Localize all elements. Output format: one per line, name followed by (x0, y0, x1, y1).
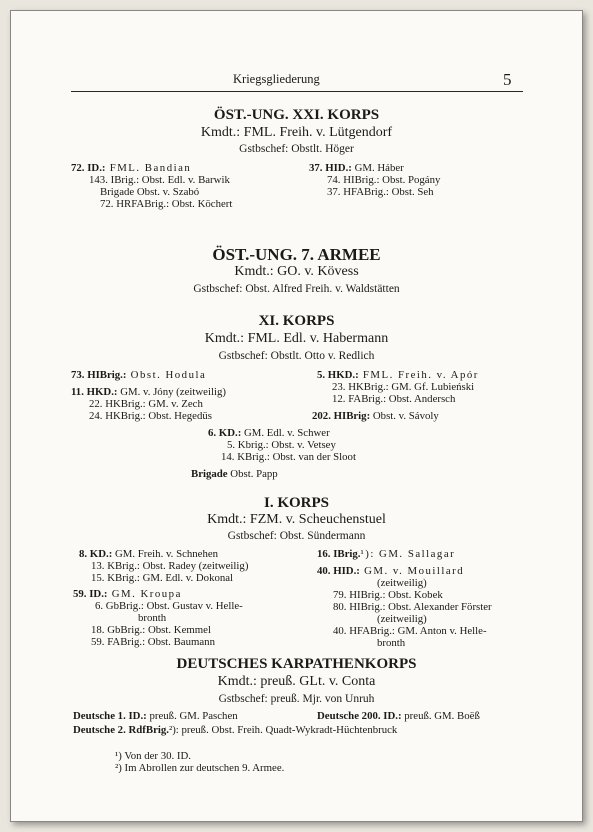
xxi-korps-chief-of-staff: Gstbschef: Obstlt. Höger (239, 143, 354, 155)
page-frame (10, 10, 583, 822)
division-line (317, 711, 480, 722)
unit-label: 73. HIBrig.: (71, 369, 127, 381)
division-line (71, 163, 191, 174)
brigade-line-continued: bronth (377, 637, 406, 649)
armee-chief-of-staff: Gstbschef: Obst. Alfred Freih. v. Waldstätten (193, 283, 400, 295)
brigade-line: 143. IBrig.: Obst. Edl. v. Barwik (89, 174, 230, 186)
division-line (208, 428, 330, 439)
brigade-line: 18. GbBrig.: Obst. Kemmel (91, 624, 211, 636)
karpathenkorps-commander: Kmdt.: preuß. GLt. v. Conta (217, 674, 376, 689)
commander-text: preuß. GM. Boëß (401, 710, 480, 722)
brigade-line-continued: bronth (138, 612, 167, 624)
brigade-line: 23. HKBrig.: GM. Gf. Lubieński (332, 381, 475, 393)
commander-text: GM. Freih. v. Schnehen (112, 548, 219, 560)
brigade-line: 37. HFABrig.: Obst. Seh (327, 186, 434, 198)
commander-text: FML. Bandian (105, 162, 192, 174)
brigade-line: 22. HKBrig.: GM. v. Zech (89, 398, 203, 410)
division-line (317, 370, 479, 381)
brigade-line: 72. HRFABrig.: Obst. Köchert (100, 198, 233, 210)
karpathenkorps-heading: DEUTSCHES KARPATHENKORPS (176, 656, 417, 672)
footnote: ¹) Von der 30. ID. (115, 750, 192, 762)
brigade-line: 24. HKBrig.: Obst. Hegedüs (89, 410, 212, 422)
unit-label: Deutsche 2. RdfBrig. (73, 724, 169, 736)
unit-label: 5. HKD.: (317, 369, 359, 381)
unit-label: 16. IBrig. (317, 548, 361, 560)
brigade-line-continued: (zeitweilig) (377, 577, 427, 589)
commander-text: GM. Edl. v. Schwer (241, 427, 330, 439)
commander-text: GM. Kroupa (107, 588, 182, 600)
footnote: ²) Im Abrollen zur deutschen 9. Armee. (115, 762, 285, 774)
unit-label: Deutsche 1. ID.: (73, 710, 147, 722)
brigade-line: 40. HFABrig.: GM. Anton v. Helle- (333, 625, 487, 637)
division-line (73, 589, 182, 600)
commander-text: Obst. Hodula (126, 369, 207, 381)
division-line (73, 711, 238, 722)
unit-label: 11. HKD.: (71, 386, 118, 398)
commander-text: Obst. v. Sávoly (370, 410, 439, 422)
brigade-line: 15. KBrig.: GM. Edl. v. Dokonal (91, 572, 234, 584)
unit-label: Brigade (191, 468, 228, 480)
xi-korps-heading: XI. KORPS (258, 313, 335, 329)
xi-korps-commander: Kmdt.: FML. Edl. v. Habermann (204, 331, 389, 346)
brigade-line: 59. FABrig.: Obst. Baumann (91, 636, 215, 648)
page-number: 5 (503, 70, 512, 89)
armee-heading: ÖST.-UNG. 7. ARMEE (212, 245, 381, 264)
brigade-line (191, 469, 278, 480)
division-line (309, 163, 404, 174)
unit-label: 8. KD.: (79, 548, 113, 560)
brigade-line: 5. Kbrig.: Obst. v. Vetsey (227, 439, 336, 451)
commander-text: GM. v. Mouillard (359, 565, 465, 577)
unit-label: 59. ID.: (73, 588, 108, 600)
brigade-line: 12. FABrig.: Obst. Andersch (332, 393, 456, 405)
commander-text: ²): preuß. Obst. Freih. Quadt-Wykradt-Hüchtenbruck (168, 724, 398, 736)
commander-text: GM. v. Jóny (zeitweilig) (117, 386, 226, 398)
unit-label: Deutsche 200. ID.: (317, 710, 402, 722)
brigade-line: 6. GbBrig.: Obst. Gustav v. Helle- (95, 600, 243, 612)
armee-commander: Kmdt.: GO. v. Kövess (234, 264, 359, 279)
brigade-line: 74. HIBrig.: Obst. Pogány (327, 174, 441, 186)
brigade-line (71, 370, 206, 381)
brigade-line: 79. HIBrig.: Obst. Kobek (333, 589, 443, 601)
unit-label: 40. HID.: (317, 565, 360, 577)
commander-text: ¹): GM. Sallagar (360, 548, 456, 560)
running-header-title: Kriegsgliederung (233, 72, 320, 86)
xxi-korps-heading: ÖST.-UNG. XXI. KORPS (213, 107, 380, 123)
unit-label: 6. KD.: (208, 427, 242, 439)
xxi-korps-commander: Kmdt.: FML. Freih. v. Lütgendorf (200, 125, 393, 140)
commander-text: GM. Háber (351, 162, 404, 174)
commander-text: preuß. GM. Paschen (146, 710, 238, 722)
brigade-line-continued: (zeitweilig) (377, 613, 427, 625)
brigade-line (317, 549, 455, 560)
xi-korps-chief-of-staff: Gstbschef: Obstlt. Otto v. Redlich (218, 350, 375, 362)
i-korps-chief-of-staff: Gstbschef: Obst. Sündermann (227, 530, 366, 542)
unit-label: 72. ID.: (71, 162, 106, 174)
karpathenkorps-chief-of-staff: Gstbschef: preuß. Mjr. von Unruh (218, 693, 375, 705)
division-line (79, 549, 218, 560)
unit-label: 37. HID.: (309, 162, 352, 174)
commander-text: FML. Freih. v. Apór (358, 369, 479, 381)
brigade-line: 80. HIBrig.: Obst. Alexander Förster (333, 601, 492, 613)
division-line (71, 387, 226, 398)
brigade-line: 13. KBrig.: Obst. Radey (zeitweilig) (91, 560, 249, 572)
i-korps-heading: I. KORPS (263, 495, 329, 511)
i-korps-commander: Kmdt.: FZM. v. Scheuchenstuel (207, 512, 386, 527)
brigade-line (73, 725, 397, 736)
brigade-line: Brigade Obst. v. Szabó (100, 186, 200, 198)
header-rule (71, 91, 523, 92)
brigade-line (312, 411, 439, 422)
division-line (317, 566, 464, 577)
commander-text: Obst. Papp (227, 468, 278, 480)
unit-label: 202. HIBrig: (312, 410, 371, 422)
document-page (11, 11, 582, 821)
brigade-line: 14. KBrig.: Obst. van der Sloot (221, 451, 356, 463)
